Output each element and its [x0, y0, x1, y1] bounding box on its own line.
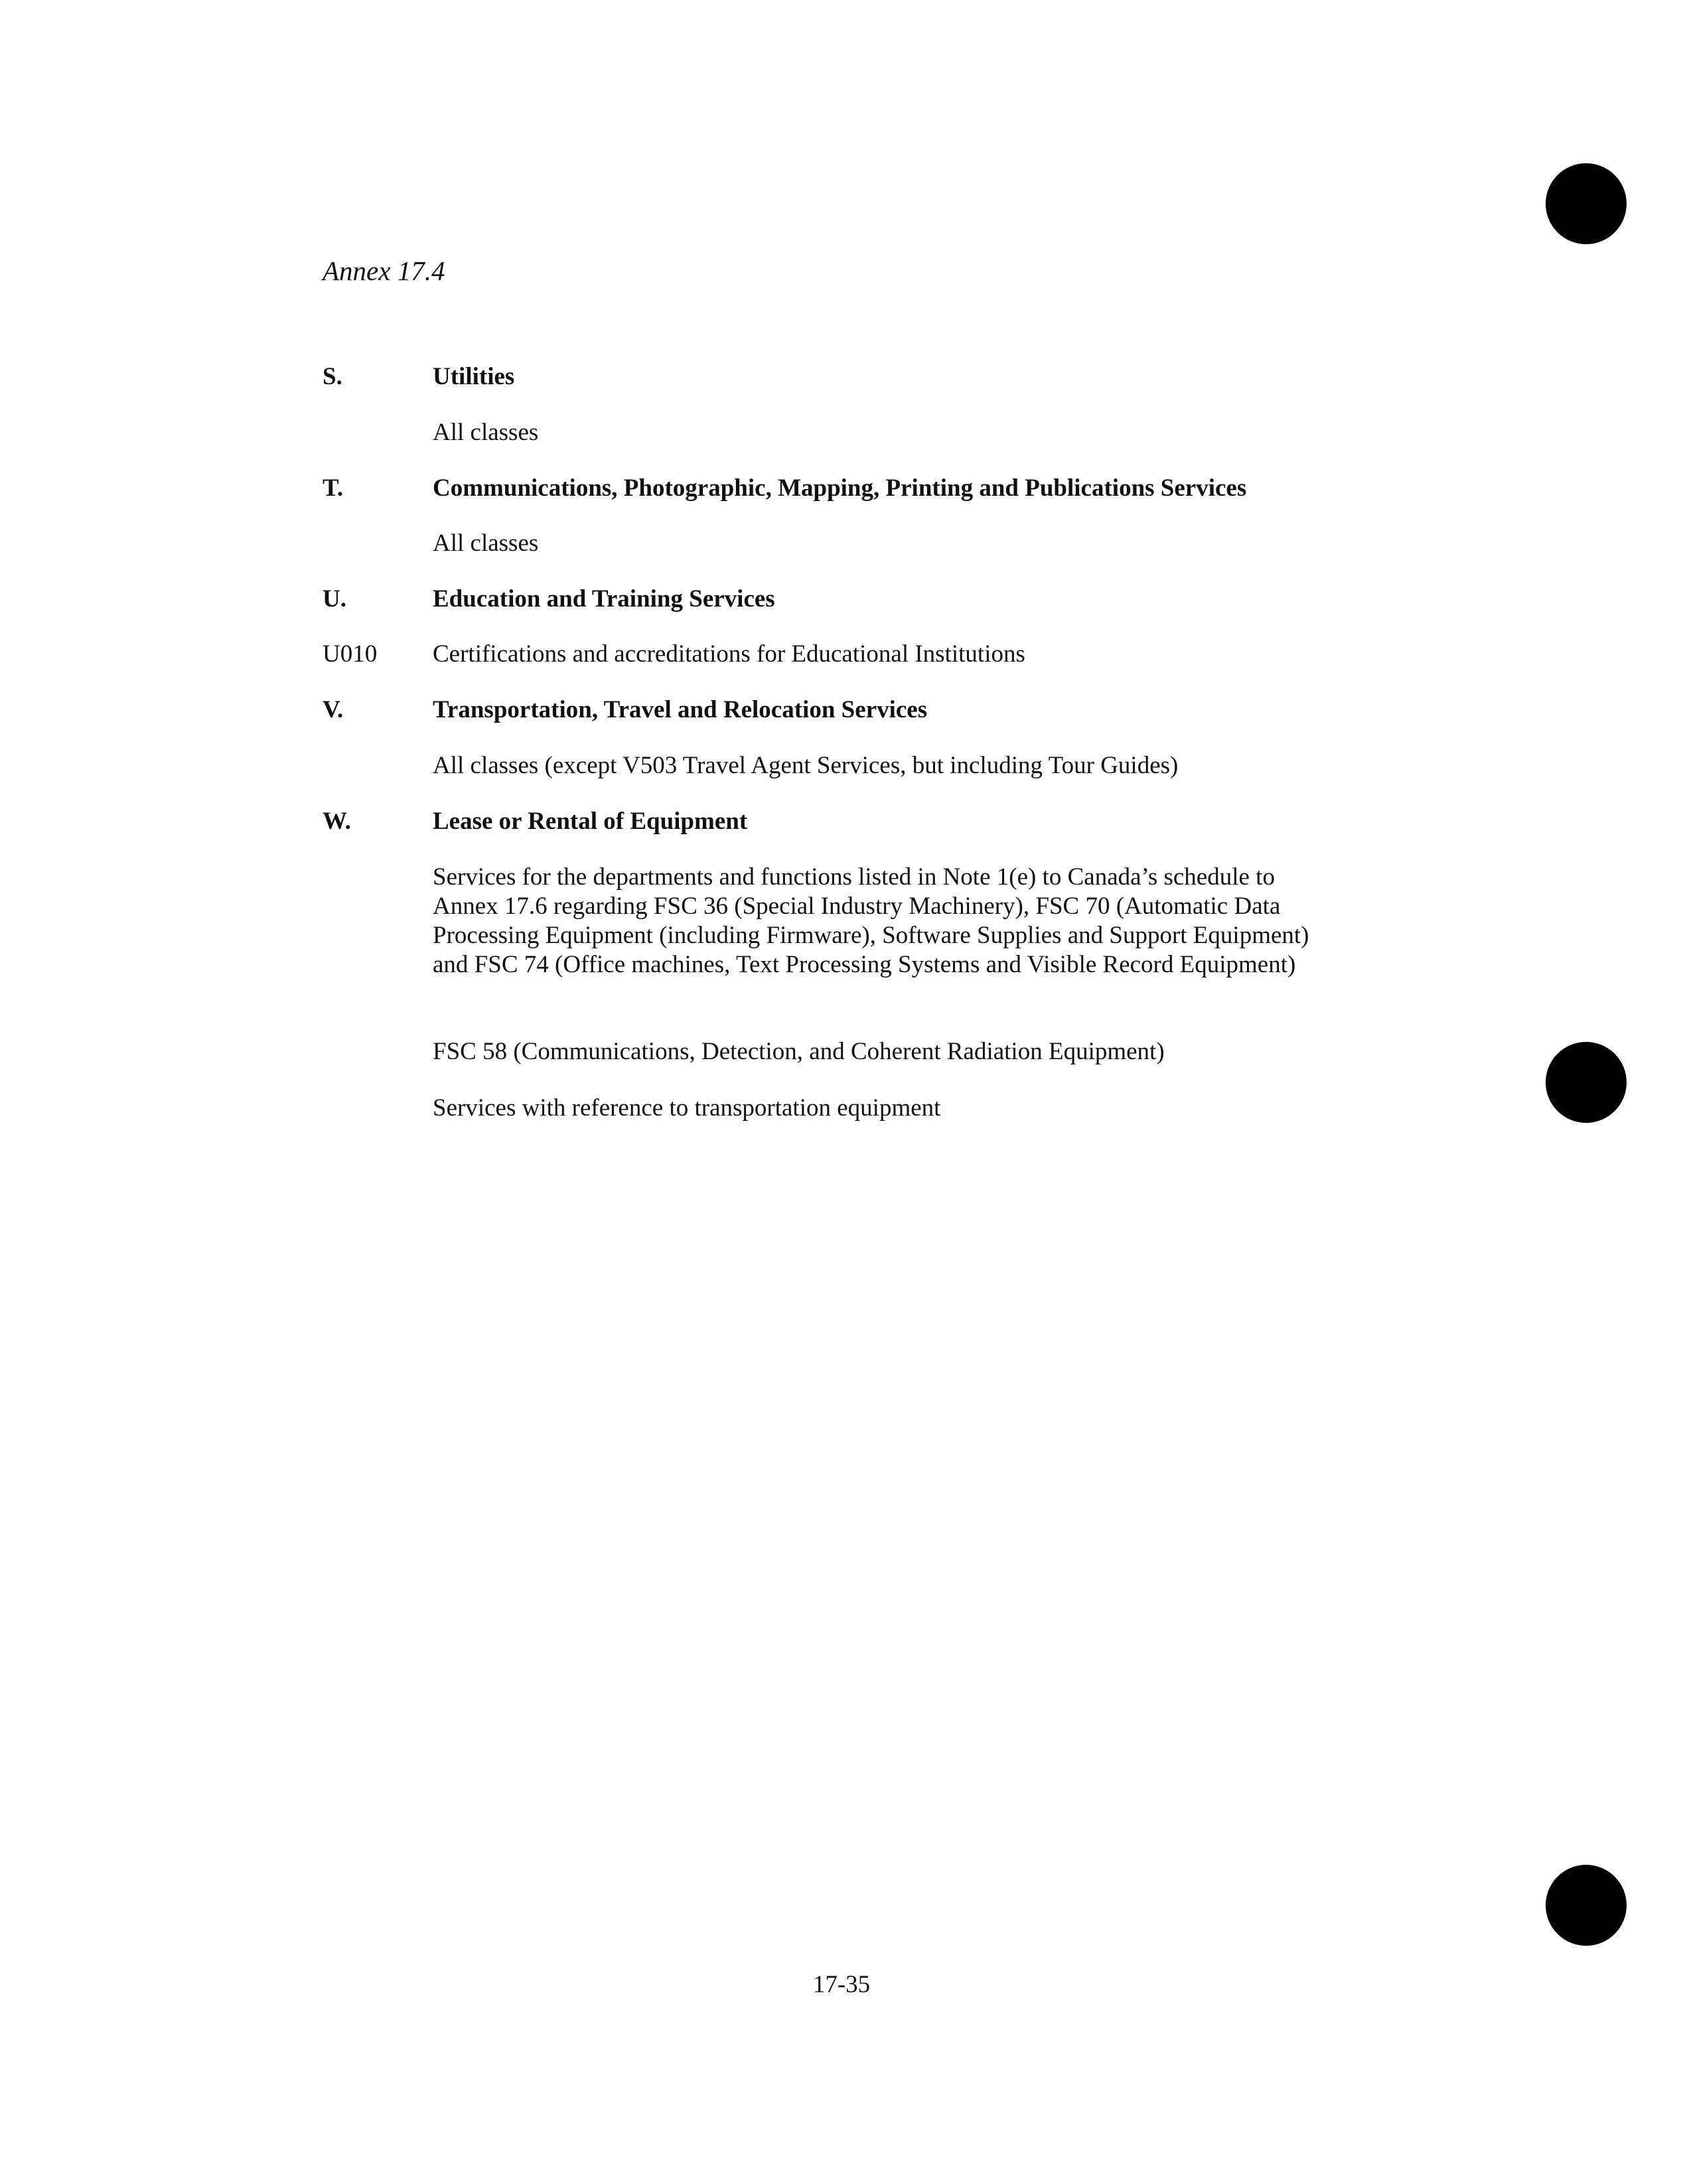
entry-text: All classes (except V503 Travel Agent Services, but including Tour Guides) — [433, 752, 1179, 779]
entry-text: FSC 58 (Communications, Detection, and Coherent Radiation Equipment) — [433, 1038, 1165, 1065]
entry-text: All classes — [433, 530, 539, 557]
entry-title: Education and Training Services — [433, 585, 775, 613]
entry-title: Lease or Rental of Equipment — [433, 808, 748, 835]
entry-title: Communications, Photographic, Mapping, Printing and Publications Services — [433, 474, 1247, 502]
entry-code: V. — [323, 696, 344, 723]
annex-label: Annex 17.4 — [323, 255, 445, 286]
entry-title: Utilities — [433, 363, 515, 390]
entry-code: W. — [323, 808, 351, 835]
page-number: 17-35 — [812, 1971, 871, 1998]
entry-code: U. — [323, 585, 346, 613]
binder-hole-middle — [1546, 1042, 1627, 1123]
binder-hole-top — [1546, 163, 1627, 244]
entry-text: All classes — [433, 419, 539, 446]
entry-text: Certifications and accreditations for Educational Institutions — [433, 640, 1025, 668]
entry-code: U010 — [323, 640, 378, 668]
entry-text: Services for the departments and functions listed in Note 1(e) to Canada’s schedule to Annex 17.6 regarding FSC 36 (Special Industry Machinery), FSC 70 (Automatic Data Processing Equipment (including Firmware), Software Supplies and Support Equipment) and FSC 74 (Office machines, Text Processing Systems and Visible Record Equipment) — [433, 863, 1309, 978]
entry-title: Transportation, Travel and Relocation Services — [433, 696, 928, 723]
entry-code: T. — [323, 474, 344, 502]
binder-hole-bottom — [1546, 1865, 1627, 1946]
entry-text: Services with reference to transportation equipment — [433, 1094, 941, 1122]
entry-code: S. — [323, 363, 342, 390]
